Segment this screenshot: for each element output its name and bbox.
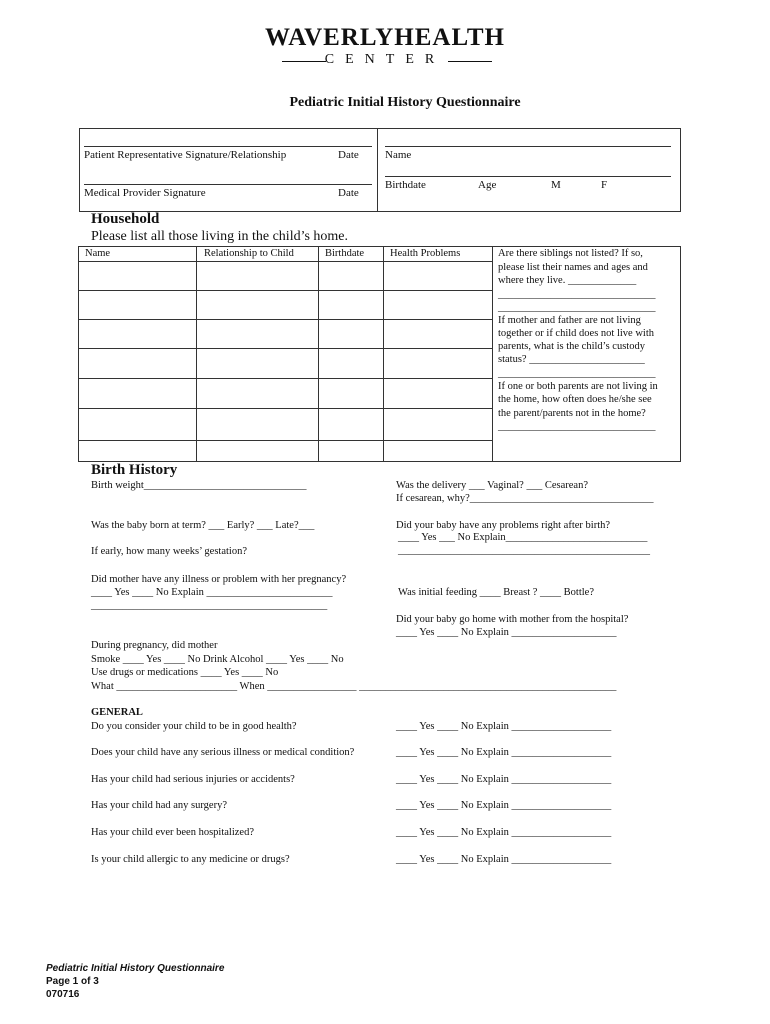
side-text-line: ______________________________ <box>498 421 656 432</box>
side-text-line: ______________________________ <box>498 368 656 379</box>
row-divider <box>78 378 493 379</box>
row-divider <box>78 319 493 320</box>
col-divider <box>492 246 493 461</box>
col-divider <box>318 246 319 461</box>
general-question: Has your child had any surgery? <box>91 800 227 811</box>
side-text-line: together or if child does not live with <box>498 328 655 339</box>
birth-weight-line[interactable]: Birth weight_______________________________ <box>91 480 307 491</box>
side-text-line: please list their names and ages and <box>498 262 648 273</box>
mother-illness-answer[interactable]: ____ Yes ____ No Explain ________________________ <box>91 587 333 598</box>
side-text-line: ______________________________ <box>498 289 656 300</box>
birth-history-heading: Birth History <box>91 462 178 478</box>
gestation-line: If early, how many weeks’ gestation? <box>91 546 247 557</box>
footer-code: 070716 <box>46 989 80 1000</box>
logo-subtitle: CENTER <box>324 52 446 67</box>
general-heading: GENERAL <box>91 707 143 718</box>
name-label: Name <box>385 149 412 161</box>
what-when-line[interactable]: What _______________________ When _________________ _________________________________________________ <box>91 681 617 692</box>
general-question: Do you consider your child to be in good health? <box>91 721 297 732</box>
general-answer[interactable]: ____ Yes ____ No Explain ___________________ <box>396 774 612 785</box>
col-divider <box>383 246 384 461</box>
delivery-line[interactable]: Was the delivery ___ Vaginal? ___ Cesarean? <box>396 480 588 491</box>
name-line[interactable] <box>385 146 671 147</box>
sex-m-label: M <box>551 179 561 191</box>
logo-rule-right <box>448 61 492 62</box>
col-divider <box>196 246 197 461</box>
sex-f-label: F <box>601 179 608 191</box>
general-answer[interactable]: ____ Yes ____ No Explain ___________________ <box>396 721 612 732</box>
footer-title: Pediatric Initial History Questionnaire <box>46 963 225 974</box>
smoke-alcohol-line[interactable]: Smoke ____ Yes ____ No Drink Alcohol ____ Yes ____ No <box>91 654 344 665</box>
row-divider <box>78 261 493 262</box>
drugs-line[interactable]: Use drugs or medications ____ Yes ____ No <box>91 667 279 678</box>
footer-page: Page 1 of 3 <box>46 976 99 987</box>
page-title: Pediatric Initial History Questionnaire <box>289 95 521 110</box>
provider-signature-label: Medical Provider Signature <box>84 187 206 199</box>
side-text-line: where they live. _____________ <box>498 275 637 286</box>
col-header-birthdate: Birthdate <box>325 248 365 259</box>
col-header-name: Name <box>85 248 111 259</box>
age-label: Age <box>478 179 497 191</box>
logo-wordmark: WAVERLYHEALTH <box>265 24 505 51</box>
pregnancy-line: During pregnancy, did mother <box>91 640 218 651</box>
side-text-line: parents, what is the child’s custody <box>498 341 645 352</box>
problems-extra-line[interactable]: ________________________________________________ <box>398 545 650 556</box>
side-text-line: If one or both parents are not living in <box>498 381 658 392</box>
initial-feeding-line[interactable]: Was initial feeding ____ Breast ? ____ Bottle? <box>398 587 594 598</box>
birthdate-line[interactable] <box>385 176 671 177</box>
household-instruction: Please list all those living in the child’s home. <box>91 229 349 244</box>
general-answer[interactable]: ____ Yes ____ No Explain ___________________ <box>396 854 612 865</box>
general-question: Has your child had serious injuries or accidents? <box>91 774 295 785</box>
side-text-line: status? ______________________ <box>498 354 645 365</box>
side-text-line: Are there siblings not listed? If so, <box>498 248 643 259</box>
general-question: Is your child allergic to any medicine or drugs? <box>91 854 290 865</box>
cesarean-why-line[interactable]: If cesarean, why?___________________________________ <box>396 493 654 504</box>
general-answer[interactable]: ____ Yes ____ No Explain ___________________ <box>396 747 612 758</box>
date-label-1: Date <box>338 149 359 161</box>
provider-signature-line[interactable] <box>84 184 372 185</box>
date-label-2: Date <box>338 187 359 199</box>
signature-divider <box>377 128 378 211</box>
row-divider <box>78 290 493 291</box>
mother-illness-extra[interactable]: _____________________________________________ <box>91 600 328 611</box>
mother-illness-line: Did mother have any illness or problem with her pregnancy? <box>91 574 347 585</box>
side-text-line: If mother and father are not living <box>498 315 641 326</box>
birthdate-label: Birthdate <box>385 179 426 191</box>
problems-after-birth-line: Did your baby have any problems right after birth? <box>396 520 611 531</box>
row-divider <box>78 348 493 349</box>
row-divider <box>78 408 493 409</box>
col-header-relationship: Relationship to Child <box>204 248 294 259</box>
rep-signature-line[interactable] <box>84 146 372 147</box>
term-line[interactable]: Was the baby born at term? ___ Early? ___ Late?___ <box>91 520 315 531</box>
general-answer[interactable]: ____ Yes ____ No Explain ___________________ <box>396 827 612 838</box>
went-home-line: Did your baby go home with mother from the hospital? <box>396 614 629 625</box>
col-header-health: Health Problems <box>390 248 461 259</box>
general-question: Does your child have any serious illness or medical condition? <box>91 747 355 758</box>
went-home-answer[interactable]: ____ Yes ____ No Explain ____________________ <box>396 627 617 638</box>
household-heading: Household <box>91 211 160 227</box>
side-text-line: the home, how often does he/she see <box>498 394 652 405</box>
problems-answer-line[interactable]: ____ Yes ___ No Explain___________________________ <box>398 532 648 543</box>
side-text-line: the parent/parents not in the home? <box>498 408 646 419</box>
side-text-line: ______________________________ <box>498 302 656 313</box>
rep-signature-label: Patient Representative Signature/Relationship <box>84 149 287 161</box>
general-answer[interactable]: ____ Yes ____ No Explain ___________________ <box>396 800 612 811</box>
signature-box <box>79 128 681 212</box>
general-question: Has your child ever been hospitalized? <box>91 827 254 838</box>
row-divider <box>78 440 493 441</box>
